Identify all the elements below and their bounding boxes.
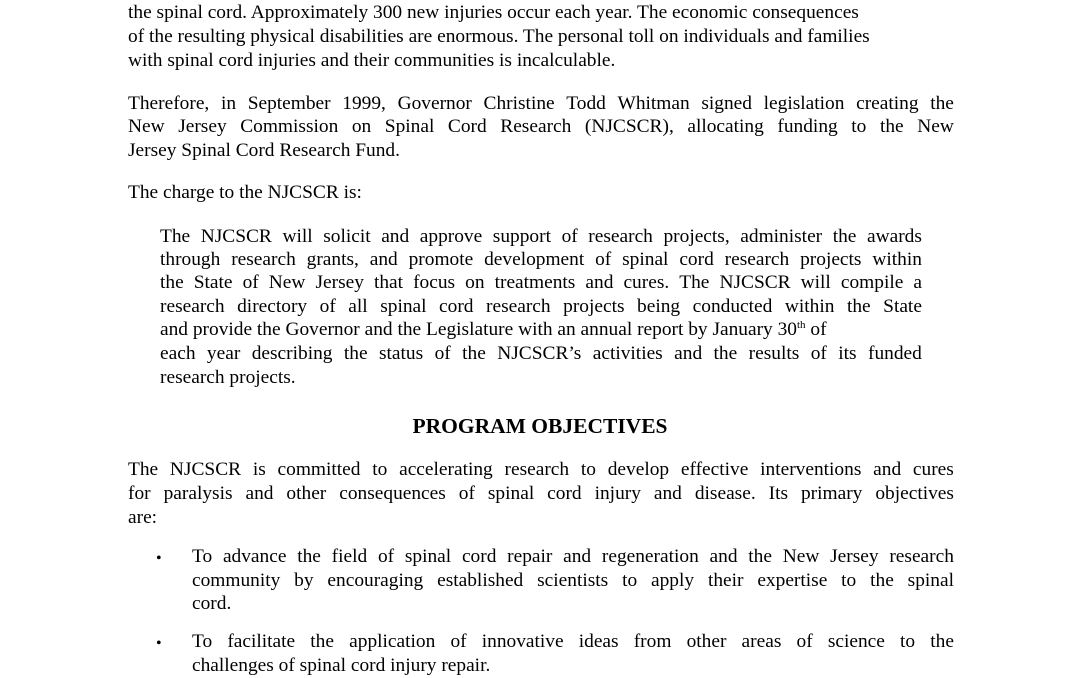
charge-quote-line-2 (160, 248, 922, 272)
word: all (348, 296, 368, 317)
word: State (193, 272, 233, 293)
word: of (796, 631, 813, 652)
charge-quote-line-6 (160, 342, 922, 366)
word: effective (680, 459, 749, 480)
word: cures. (623, 272, 670, 293)
word: regeneration (601, 546, 699, 567)
word: application (349, 631, 436, 652)
word: of (595, 249, 612, 270)
word: for (128, 483, 151, 504)
word: objectives (875, 483, 954, 504)
word: of (561, 226, 578, 247)
word: research (889, 546, 954, 567)
word: grants, (306, 249, 359, 270)
word: NJCSCR (200, 226, 272, 247)
bullet-2-line-1 (192, 630, 954, 654)
paragraph-1-line-3: with spinal cord injuries and their communities is incalculable. (128, 50, 616, 71)
word: through (160, 249, 221, 270)
charge-quote-line-3 (160, 271, 922, 295)
paragraph-2-line-1 (128, 92, 954, 116)
word: within (872, 249, 922, 270)
word: repair (507, 546, 553, 567)
word: the (930, 93, 954, 114)
word: is (252, 459, 266, 480)
word: spinal (487, 483, 535, 504)
word: the (297, 546, 321, 567)
word: the (748, 546, 772, 567)
word: and (245, 483, 274, 504)
word: the (343, 343, 368, 364)
word: injury (594, 483, 641, 504)
bullet-1-line-3: cord. (192, 593, 232, 614)
word: paralysis (163, 483, 233, 504)
word: to (580, 459, 596, 480)
word: innovative (481, 631, 564, 652)
word: allocating (687, 116, 764, 137)
word: 1999, (342, 93, 386, 114)
word: spinal (907, 570, 954, 591)
word: of (458, 483, 475, 504)
word: the (879, 116, 904, 137)
word: NJCSCR (719, 272, 791, 293)
word: spinal (380, 296, 427, 317)
word: primary (800, 483, 863, 504)
word: New (268, 272, 306, 293)
word: Whitman (617, 93, 690, 114)
word: cord (547, 483, 582, 504)
word: creating (856, 93, 919, 114)
word: of (242, 272, 259, 293)
word: Jersey (830, 546, 879, 567)
word: to (900, 631, 916, 652)
word: cord (679, 249, 714, 270)
word: To (192, 631, 213, 652)
word: status (379, 343, 424, 364)
word: development (484, 249, 585, 270)
word: and (709, 546, 738, 567)
word: encouraging (327, 570, 424, 591)
bullet-2-line-2: challenges of spinal cord injury repair. (192, 655, 491, 676)
word: Jersey (178, 116, 227, 137)
word: NJCSCR (169, 459, 242, 480)
word: administer (740, 226, 823, 247)
word: Jersey (315, 272, 364, 293)
word: focus (413, 272, 456, 293)
word: Todd (566, 93, 606, 114)
word: The (679, 272, 710, 293)
charge-quote-line-7: research projects. (160, 367, 296, 388)
word: the (846, 296, 871, 317)
word: other (686, 631, 727, 652)
word: interventions (760, 459, 862, 480)
word: projects (563, 296, 625, 317)
word: to (622, 570, 638, 591)
bullet-1-line-2 (192, 569, 954, 593)
word: cord (439, 296, 474, 317)
word: to (841, 570, 857, 591)
word: New (917, 116, 954, 137)
section-heading: PROGRAM OBJECTIVES (412, 414, 668, 438)
objectives-intro-line-3: are: (128, 507, 158, 528)
word: within (784, 296, 835, 317)
word: research (588, 226, 653, 247)
word: and (653, 483, 682, 504)
word: the (832, 226, 857, 247)
word: research (160, 296, 225, 317)
word: signed (701, 93, 752, 114)
word: that (373, 272, 404, 293)
word: cord (461, 546, 497, 567)
word: funding (777, 116, 838, 137)
word: projects, (663, 226, 730, 247)
paragraph-2-line-2 (128, 115, 954, 139)
word: New (782, 546, 820, 567)
word: the (310, 631, 334, 652)
word: from (633, 631, 672, 652)
word: and (369, 249, 398, 270)
charge-quote-line-5 (160, 318, 922, 342)
word: ideas (578, 631, 619, 652)
word: expertise (757, 570, 828, 591)
word: activities (592, 343, 663, 364)
word: will (800, 272, 831, 293)
word: community (192, 570, 281, 591)
paragraph-1-line-1: the spinal cord. Approximately 300 new injuries occur each year. The economic consequences (128, 2, 859, 23)
bullet-icon: • (156, 550, 162, 567)
word: scientists (537, 570, 609, 591)
word: and (674, 343, 703, 364)
word: its (838, 343, 857, 364)
word: other (286, 483, 327, 504)
word: approve (419, 226, 483, 247)
word: research (486, 296, 551, 317)
word: their (707, 570, 744, 591)
word: New (128, 116, 165, 137)
word: research (231, 249, 296, 270)
word: each (160, 343, 196, 364)
word: and (381, 226, 410, 247)
word: legislation (763, 93, 845, 114)
word: funded (868, 343, 922, 364)
word: being (637, 296, 681, 317)
word: established (437, 570, 524, 591)
word: areas (741, 631, 782, 652)
word: apply (651, 570, 695, 591)
word: a (913, 272, 922, 293)
word: promote (408, 249, 474, 270)
word: spinal (404, 546, 452, 567)
word: conducted (692, 296, 773, 317)
word: develop (607, 459, 670, 480)
word: September (247, 93, 331, 114)
word: of (319, 296, 336, 317)
word: of (377, 546, 395, 567)
word: Its (768, 483, 789, 504)
word: disease. (694, 483, 756, 504)
bullet-1-line-1 (192, 545, 954, 569)
word: the (462, 343, 486, 364)
word: Cord (447, 116, 487, 137)
word: describing (251, 343, 333, 364)
word: research (504, 459, 570, 480)
word: directory (237, 296, 308, 317)
word: field (331, 546, 368, 567)
word: spinal (622, 249, 669, 270)
charge-intro: The charge to the NJCSCR is: (128, 182, 362, 203)
word: will (282, 226, 313, 247)
word: to (372, 459, 388, 480)
word: Christine (483, 93, 555, 114)
word: results (748, 343, 800, 364)
word: Commission (240, 116, 339, 137)
word: cures (912, 459, 954, 480)
word: (NJCSCR), (584, 116, 674, 137)
ordinal-suffix: th (797, 319, 806, 331)
word: Therefore, (128, 93, 210, 114)
word: To (192, 546, 213, 567)
word: solicit (323, 226, 371, 247)
word: in (220, 93, 237, 114)
word: NJCSCR’s (497, 343, 582, 364)
word: committed (277, 459, 361, 480)
paragraph-2-line-3: Jersey Spinal Cord Research Fund. (128, 140, 400, 161)
word: year (206, 343, 241, 364)
word: The (128, 459, 159, 480)
objectives-intro-line-2 (128, 482, 954, 506)
word: consequences (339, 483, 446, 504)
bullet-icon: • (156, 635, 162, 652)
word: the (930, 631, 954, 652)
charge-quote-line-5-main: and provide the Governor and the Legislature with an annual report by January 30 (160, 319, 797, 340)
charge-quote-line-1 (160, 225, 922, 249)
word: facilitate (227, 631, 296, 652)
word: the (870, 570, 894, 591)
word: State (883, 296, 922, 317)
word: to (851, 116, 867, 137)
word: and (585, 272, 614, 293)
paragraph-1-line-2: of the resulting physical disabilities are enormous. The personal toll on individuals and families (128, 26, 870, 47)
word: on (465, 272, 485, 293)
word: research (724, 249, 790, 270)
word: on (351, 116, 372, 137)
word: science (827, 631, 885, 652)
word: accelerating (399, 459, 493, 480)
word: awards (867, 226, 922, 247)
word: The (160, 226, 191, 247)
charge-quote-line-5-end: of (805, 319, 827, 340)
word: and (873, 459, 902, 480)
word: of (450, 631, 467, 652)
word: projects (800, 249, 862, 270)
word: advance (222, 546, 287, 567)
word: of (434, 343, 451, 364)
word: compile (840, 272, 904, 293)
word: Spinal (384, 116, 435, 137)
word: and (563, 546, 592, 567)
objectives-intro-line-1 (128, 458, 954, 482)
word: Research (500, 116, 572, 137)
word: the (160, 272, 184, 293)
word: by (294, 570, 314, 591)
word: support (492, 226, 551, 247)
word: of (810, 343, 827, 364)
word: Governor (397, 93, 472, 114)
word: treatments (494, 272, 576, 293)
charge-quote-line-4 (160, 295, 922, 319)
word: the (713, 343, 738, 364)
